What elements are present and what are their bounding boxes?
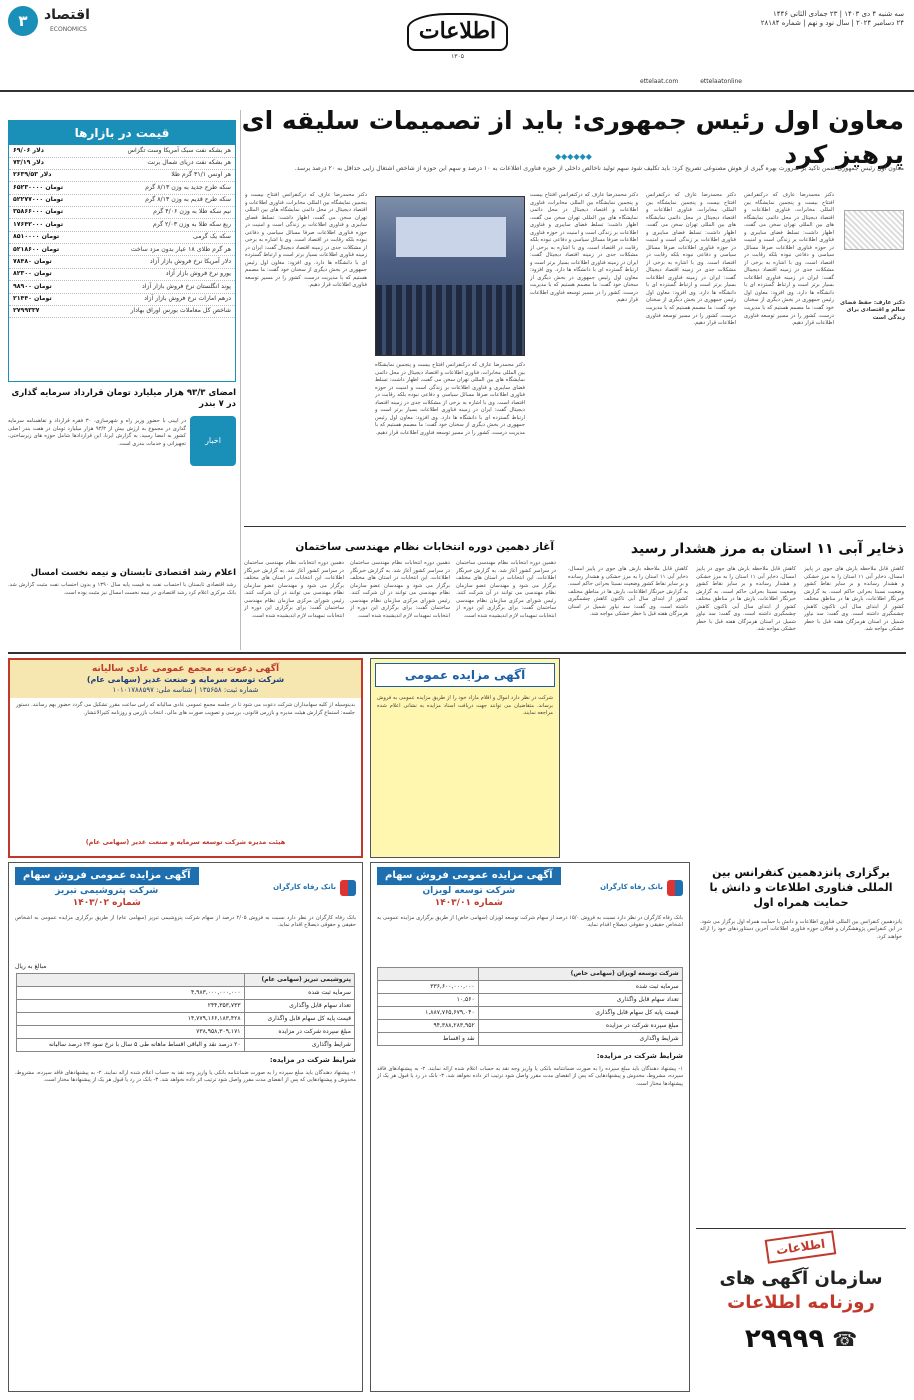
- bank-name: بانک رفاه کارگران: [273, 883, 336, 892]
- table-cell-value: ۳۳۶,۶۰۰,۰۰۰,۰۰۰: [378, 980, 478, 993]
- price-row: [9, 195, 235, 207]
- table-row: [17, 1013, 355, 1026]
- ad-auction-title: آگهی مزایده عمومی: [375, 663, 555, 687]
- masthead: [395, 2, 520, 72]
- column-divider: [240, 110, 241, 650]
- lead-body-col-3: دکتر محمدرضا عارف که درکنفرانس افتتاح بیست و پنجمین نمایشگاه بین المللی مخابرات، فناوری اطلاعات و اقتصاد دیجیتال در محل دائمی نمایشگاه های بین المللی تهران سخن می گفت، اظهار داشت: تسلط فضای سایبری و فناوری اطلاعات بر زندگی است و امنیت در حوزه فناوری اطلاعات صرفا مسائل سیاسی و دفاعی نبوده بلکه رقابت در اقتصاد است. وی با اشاره به برخی از مشکلات جدی در زمینه اقتصاد دیجیتال گفت: ایران در زمینه فناوری اطلاعات بسیار برتر است و ارتباط گسترده ای با دانشگاه ها دارد. وی افزود: معاون اول رئیس جمهوری در بخش دیگری از سخنان خود گفت: ما مصمم هستیم که با مدیریت درست، کشور را در مسیر توسعه فناوری اطلاعات قرار دهیم.: [530, 192, 638, 304]
- ad-share-sale-1-intro: بانک رفاه کارگران در نظر دارد نسبت به فروش ۱۵/۰ درصد از سهام شرکت توسعه لویزان (سهامی خاص) از طریق برگزاری مزایده عمومی به اشخاص حقیقی و حقوقی ذیصلاح اقدام نماید.: [377, 914, 683, 929]
- bank-brand: [273, 880, 356, 896]
- photo-caption: دکتر عارف: حفظ فضای سالم و اقتصادی برای زندگی است: [840, 300, 905, 321]
- ad-org-phone[interactable]: ۲۹۹۹۹: [744, 1323, 825, 1354]
- masthead-logo: اطلاعات: [407, 13, 508, 51]
- table-cell-value: ۲۴۴,۳۵۳,۷۳۳: [17, 1000, 244, 1013]
- lead-body-col-4: دکتر محمدرضا عارف که درکنفرانس افتتاح بیست و پنجمین نمایشگاه بین المللی مخابرات، فناوری اطلاعات و اقتصاد دیجیتال در محل دائمی نمایشگاه های بین المللی تهران سخن می گفت، اظهار داشت: تسلط فضای سایبری و فناوری اطلاعات بر زندگی است و امنیت در حوزه فناوری اطلاعات صرفا مسائل سیاسی و دفاعی نبوده بلکه رقابت در اقتصاد است. وی با اشاره به برخی از مشکلات جدی در زمینه اقتصاد دیجیتال گفت: ایران در زمینه فناوری اطلاعات بسیار برتر است و ارتباط گسترده ای با دانشگاه ها دارد. وی افزود: معاون اول رئیس جمهوری در بخش دیگری از سخنان خود گفت: ما مصمم هستیم که با مدیریت درست، کشور را در مسیر توسعه فناوری اطلاعات قرار دهیم.: [375, 362, 525, 436]
- ad-share-sale-1-company: شرکت توسعه لویزان: [422, 885, 516, 896]
- table-cell-label: سرمایه ثبت شده: [244, 986, 354, 999]
- news-badge-label: اخبار: [205, 435, 221, 445]
- table-cell-value: ۷۳۸,۹۵۸,۳۰۹,۱۷۱: [17, 1026, 244, 1039]
- ad-share-sale-2-conditions-title: شرایط شرکت در مزایده:: [269, 1056, 356, 1065]
- table-row: [17, 1000, 355, 1013]
- price-row: [9, 281, 235, 293]
- table-cell-value: ۱,۸۸۷,۷۶۵,۶۷۹,۰۴۰: [378, 1007, 478, 1020]
- news-badge: [190, 416, 236, 466]
- ad-conference-title: برگزاری پانزدهمین کنفرانس بین المللی فناوری اطلاعات و دانش با حمایت همراه اول: [709, 866, 893, 909]
- side-story-1-body: در آیینی با حضور وزیر راه و شهرسازی، ۳۰ فقره قرارداد و تفاهمنامه سرمایه گذاری در مجموع به ارزش بیش از ۹۳/۳ هزار میلیارد تومان در هفت بندر اصلی کشور به امضا رسید. به گزارش ایرنا، این قراردادها شامل حوزه های زیرساختی، تجهیزاتی و خدمات بندری است.: [8, 418, 186, 447]
- price-value: ۶۹/۰۶ دلار: [13, 146, 44, 154]
- section-divider: [244, 526, 906, 527]
- engineering-story-title: آغاز دهمین دوره انتخابات نظام مهندسی ساختمان: [295, 541, 554, 553]
- price-row: [9, 232, 235, 244]
- price-row: [9, 269, 235, 281]
- price-row: [9, 219, 235, 231]
- price-value: ۳۵۸۶۶۰۰۰ تومان: [13, 208, 64, 216]
- engineering-story-col-3: دهمین دوره انتخابات نظام مهندسی ساختمان در سراسر کشور آغاز شد. به گزارش خبرنگار اطلاعات، این انتخابات در استان های مختلف برگزار می شود و مهندسان عضو سازمان نظام مهندسی می توانند در آن شرکت کنند. رئیس شورای مرکزی سازمان نظام مهندسی ساختمان گفت: برای برگزاری این دوره از انتخابات تمهیدات لازم اندیشیده شده است.: [456, 560, 556, 619]
- price-value: ۷۸۴۸۰ تومان: [13, 257, 52, 265]
- site-link[interactable]: ettelaat.com: [640, 78, 679, 85]
- social-links: [640, 78, 742, 86]
- dateline: [604, 10, 904, 29]
- table-cell-value: نقد و اقساط: [378, 1033, 478, 1046]
- table-row: [17, 986, 355, 999]
- page-number: ۳: [8, 6, 38, 36]
- ad-org: [696, 1228, 906, 1392]
- lead-photo: [375, 196, 525, 356]
- share-table-2-unit: مبالغ به ریال: [15, 962, 47, 970]
- table-cell-label: شرایط واگذاری: [244, 1039, 354, 1052]
- price-value: ۵۲۲۷۷۰۰۰ تومان: [13, 196, 64, 204]
- page-header: [0, 0, 914, 92]
- water-story-col-3: کاهش قابل ملاحظه بارش های جوی در پاییز امسال، ذخایر آبی ۱۱ استان را به مرز خشکی و هشدار رسانده و بر سایر نقاط کشور وضعیت نسبتا بحرانی حاکم است. به گزارش خبرنگار اطلاعات، بارش ها در مناطق مختلف کشور از ابتدای سال آبی تاکنون کاهش چشمگیری داشته است. وی گفت: سد نیاور شمیل در استان هرمزگان هفته قبل با خطر خشکی مواجه شد.: [568, 566, 688, 618]
- table-cell-label: شرایط واگذاری: [478, 1033, 682, 1046]
- table-cell-label: سرمایه ثبت شده: [478, 980, 682, 993]
- author-photo: [844, 210, 904, 250]
- table-cell-label: تعداد سهام قابل واگذاری: [478, 993, 682, 1006]
- price-row: [9, 158, 235, 170]
- price-label: سکه طرح جدید به وزن ۸/۱۳ گرم: [145, 183, 231, 191]
- table-row: [378, 1020, 682, 1033]
- ad-share-sale-2-company: شرکت پتروشیمی تبریز: [55, 885, 159, 896]
- table-cell-label: تعداد سهام قابل واگذاری: [244, 1000, 354, 1013]
- ad-share-sale-2-intro: بانک رفاه کارگران در نظر دارد نسبت به فروش ۲/۰۵ درصد از سهام شرکت پتروشیمی تبریز (سهامی عام) از طریق برگزاری مزایده عمومی به اشخاص حقیقی و حقوقی ذیصلاح اقدام نماید.: [15, 914, 356, 929]
- water-story-title: ذخایر آبی ۱۱ استان به مرز هشدار رسید: [630, 541, 904, 557]
- table-cell-label: قیمت پایه کل سهام قابل واگذاری: [244, 1013, 354, 1026]
- price-row: [9, 207, 235, 219]
- ad-org-title-1: سازمان آگهی های: [719, 1268, 883, 1290]
- price-label: سکه یک گرمی: [193, 233, 231, 241]
- lead-headline: معاون اول رئیس جمهوری: باید از تصمیمات سلیقه ای پرهیز کرد: [241, 106, 904, 169]
- ad-share-sale-2-number: شماره ۱۴۰۳/۰۲: [72, 897, 141, 908]
- ornament-icon: ◆◆◆◆◆◆: [555, 152, 592, 161]
- table-cell-value: ۱۰,۵۶۰: [378, 993, 478, 1006]
- price-row: [9, 306, 235, 318]
- price-value: ۶۵۲۳۰۰۰۰ تومان: [13, 183, 64, 191]
- ad-assembly-title: آگهی دعوت به مجمع عمومی عادی سالیانه: [91, 664, 280, 674]
- price-value: ۹۸۹۰۰ تومان: [13, 282, 52, 290]
- price-label: درهم امارات نرخ فروش بازار آزاد: [144, 295, 231, 302]
- dateline-1: سه شنبه ۴ دی ۱۴۰۳ | ۲۳ جمادی الثانی ۱۴۴۶: [772, 10, 904, 18]
- masthead-year: ۱۳۰۵: [451, 52, 464, 60]
- price-label: هر اونس ۳۱/۱ گرم طلا: [171, 171, 231, 179]
- share-table-2-head: پتروشیمی تبریز (سهامی عام): [244, 973, 354, 986]
- section-title: اقتصاد: [44, 7, 90, 23]
- table-row: [17, 1039, 355, 1052]
- price-label: پوند انگلستان نرخ فروش بازار آزاد: [142, 282, 231, 290]
- bank-name: بانک رفاه کارگران: [600, 883, 663, 892]
- ad-conference: [696, 862, 906, 1222]
- ad-share-sale-2-conditions: ۱- پیشنهاد دهندگان باید مبلغ سپرده را به صورت ضمانتنامه بانکی یا واریز وجه نقد به حساب اعلام شده ارائه نمایند. ۲- به پیشنهادهای فاقد سپرده، مشروط، مخدوش و پیشنهادهایی که پس از انقضای مدت مقرر واصل شود ترتیب اثر داده نخواهد شد. ۳- بانک در رد یا قبول هر یک از پیشنهادها مختار است.: [15, 1069, 357, 1084]
- price-label: هر گرم طلای ۱۸ عیار بدون مزد ساخت: [130, 245, 231, 253]
- price-label: یورو نرخ فروش بازار آزاد: [165, 270, 231, 278]
- table-row: [378, 1033, 682, 1046]
- price-label: شاخص کل معاملات بورس اوراق بهادار: [130, 307, 231, 315]
- price-row: [9, 170, 235, 182]
- lead-subtitle: معاون اول رئیس جمهوری ضمن تاکید بر ضرورت بهره گیری از هوش مصنوعی تصریح کرد: باید تکلیف شود سهم تولید ناخالص داخلی از حوزه فناوری اطلاعات به ۱۰ درصد و سهم این حوزه از شاخص اشتغال زایی حداقل به ۲۰ درصد برسد.: [294, 165, 904, 172]
- ad-assembly-company: شرکت توسعه سرمایه و صنعت غدیر (سهامی عام): [86, 675, 285, 685]
- price-label: نیم سکه طلا به وزن ۴/۰۶ گرم: [153, 208, 231, 216]
- price-value: ۲۱۴۴۰ تومان: [13, 295, 52, 302]
- price-label: دلار آمریکا نرخ فروش بازار آزاد: [149, 257, 231, 265]
- market-prices-box: [8, 120, 236, 382]
- price-row: [9, 256, 235, 268]
- water-story-col-1: کاهش قابل ملاحظه بارش های جوی در پاییز امسال، ذخایر آبی ۱۱ استان را به مرز خشکی و هشدار رسانده و بر سایر نقاط کشور وضعیت نسبتا بحرانی حاکم است. به گزارش خبرنگار اطلاعات، بارش ها در مناطق مختلف کشور از ابتدای سال آبی تاکنون کاهش چشمگیری داشته است. وی گفت: سد نیاور شمیل در استان هرمزگان هفته قبل با خطر خشکی مواجه شد.: [804, 566, 904, 633]
- price-label: سکه طرح قدیم به وزن ۸/۱۳ گرم: [145, 196, 231, 204]
- ad-assembly-signoff: هیئت مدیره شرکت توسعه سرمایه و صنعت غدیر (سهامی عام): [85, 838, 286, 847]
- lead-body-col-1: دکتر محمدرضا عارف که درکنفرانس افتتاح بیست و پنجمین نمایشگاه بین المللی مخابرات، فناوری اطلاعات و اقتصاد دیجیتال در محل دائمی نمایشگاه های بین المللی تهران سخن می گفت، اظهار داشت: تسلط فضای سایبری و فناوری اطلاعات بر زندگی است و امنیت در حوزه فناوری اطلاعات صرفا مسائل سیاسی و دفاعی نبوده بلکه رقابت در اقتصاد است. وی با اشاره به برخی از مشکلات جدی در زمینه اقتصاد دیجیتال گفت: ایران در زمینه فناوری اطلاعات بسیار برتر است و ارتباط گسترده ای با دانشگاه ها دارد. وی افزود: معاون اول رئیس جمهوری در بخش دیگری از سخنان خود گفت: ما مصمم هستیم که با مدیریت درست، کشور را در مسیر توسعه فناوری اطلاعات قرار دهیم.: [744, 192, 834, 327]
- bank-logo-icon: [667, 880, 683, 896]
- ad-share-sale-1-conditions-title: شرایط شرکت در مزایده:: [596, 1052, 683, 1061]
- share-table-1-head: شرکت توسعه لویزان (سهامی خاص): [478, 967, 682, 980]
- table-cell-value: ۱۴,۷۷۹,۱۶۶,۱۸۳,۴۲۸: [17, 1013, 244, 1026]
- ad-share-sale-1-conditions: ۱- پیشنهاد دهندگان باید مبلغ سپرده را به صورت ضمانتنامه بانکی یا واریز وجه نقد به حساب اعلام شده ارائه نمایند. ۲- به پیشنهادهای فاقد سپرده، مشروط، مخدوش و پیشنهادهایی که پس از انقضای مدت مقرر واصل شود ترتیب اثر داده نخواهد شد. ۳- بانک در رد یا قبول هر یک از پیشنهادها مختار است.: [377, 1065, 683, 1087]
- share-table-2: [16, 973, 355, 1053]
- engineering-story-col-1: دهمین دوره انتخابات نظام مهندسی ساختمان در سراسر کشور آغاز شد. به گزارش خبرنگار اطلاعات، این انتخابات در استان های مختلف برگزار می شود و مهندسان عضو سازمان نظام مهندسی می توانند در آن شرکت کنند. رئیس شورای مرکزی سازمان نظام مهندسی ساختمان گفت: برای برگزاری این دوره از انتخابات تمهیدات لازم اندیشیده شده است.: [244, 560, 344, 619]
- phone-icon: ☎: [832, 1326, 858, 1351]
- side-story-2-body: رشد اقتصادی تابستان با احتساب نفت به قیمت پایه سال ۱۳۹۰ و بدون احتساب نفت مثبت گزارش شد. بانک مرکزی اعلام کرد رشد اقتصادی در نیمه نخست امسال نیز مثبت بوده است.: [8, 582, 236, 596]
- ad-share-sale-tabriz: [8, 862, 363, 1392]
- table-row: [378, 1007, 682, 1020]
- ad-org-title-2: روزنامه اطلاعات: [727, 1292, 875, 1314]
- ad-org-logo: اطلاعات: [765, 1230, 837, 1264]
- ads-divider: [8, 652, 906, 654]
- price-row: [9, 145, 235, 157]
- price-row: [9, 244, 235, 256]
- price-row: [9, 182, 235, 194]
- price-value: ۱۷۶۴۲۰۰۰ تومان: [13, 220, 64, 228]
- lead-body-col-2: دکتر محمدرضا عارف که درکنفرانس افتتاح بیست و پنجمین نمایشگاه بین المللی مخابرات، فناوری اطلاعات و اقتصاد دیجیتال در محل دائمی نمایشگاه های بین المللی تهران سخن می گفت، اظهار داشت: تسلط فضای سایبری و فناوری اطلاعات بر زندگی است و امنیت در حوزه فناوری اطلاعات صرفا مسائل سیاسی و دفاعی نبوده بلکه رقابت در اقتصاد است. وی با اشاره به برخی از مشکلات جدی در زمینه اقتصاد دیجیتال گفت: ایران در زمینه فناوری اطلاعات بسیار برتر است و ارتباط گسترده ای با دانشگاه ها دارد. وی افزود: معاون اول رئیس جمهوری در بخش دیگری از سخنان خود گفت: ما مصمم هستیم که با مدیریت درست، کشور را در مسیر توسعه فناوری اطلاعات قرار دهیم.: [646, 192, 736, 327]
- price-value: ۸۵۱۰۰۰۰ تومان: [13, 233, 60, 241]
- ad-conference-body: پانزدهمین کنفرانس بین المللی فناوری اطلاعات و دانش با حمایت همراه اول برگزار می شود. در این کنفرانس پژوهشگران و فعالان حوزه فناوری اطلاعات آخرین دستاوردهای خود را ارائه خواهند کرد.: [700, 918, 902, 940]
- ad-share-sale-1-title: آگهی مزایده عمومی فروش سهام: [377, 867, 561, 885]
- price-value: ۵۲۱۸۶۰۰ تومان: [13, 245, 60, 253]
- table-cell-label: مبلغ سپرده شرکت در مزایده: [478, 1020, 682, 1033]
- price-label: هر بشکه نفت سبک آمریکا وست تگزاس: [127, 146, 231, 154]
- ad-assembly: [8, 658, 363, 858]
- table-row: [378, 993, 682, 1006]
- bank-brand: [600, 880, 683, 896]
- table-cell-value: ۹۴,۳۸۸,۲۸۳,۹۵۲: [378, 1020, 478, 1033]
- price-row: [9, 294, 235, 306]
- water-story-col-2: کاهش قابل ملاحظه بارش های جوی در پاییز امسال، ذخایر آبی ۱۱ استان را به مرز خشکی و هشدار رسانده و بر سایر نقاط کشور وضعیت نسبتا بحرانی حاکم است. به گزارش خبرنگار اطلاعات، بارش ها در مناطق مختلف کشور از ابتدای سال آبی تاکنون کاهش چشمگیری داشته است. وی گفت: سد نیاور شمیل در استان هرمزگان هفته قبل با خطر خشکی مواجه شد.: [696, 566, 796, 633]
- side-story-1-title: امضای ۹۳/۳ هزار میلیارد تومان قرارداد سرمایه گذاری در ۷ بندر: [11, 388, 236, 410]
- market-prices-title: قیمت در بازارها: [9, 121, 235, 145]
- ad-assembly-body: بدینوسیله از کلیه سهامداران شرکت دعوت می شود تا در جلسه مجمع عمومی عادی سالیانه که راس ساعت مقرر تشکیل می گردد حضور بهم رسانند. دستور جلسه: استماع گزارش هیئت مدیره و بازرس قانونی، بررسی و تصویب صورت های مالی، انتخاب بازرس و روزنامه کثیرالانتشار.: [16, 702, 355, 716]
- price-value: ۸۲۳۰۰ تومان: [13, 270, 52, 278]
- lead-body-col-5: دکتر محمدرضا عارف که درکنفرانس افتتاح بیست و پنجمین نمایشگاه بین المللی مخابرات، فناوری اطلاعات و اقتصاد دیجیتال در محل دائمی نمایشگاه های بین المللی تهران سخن می گفت، اظهار داشت: تسلط فضای سایبری و فناوری اطلاعات بر زندگی است و امنیت در حوزه فناوری اطلاعات صرفا مسائل سیاسی و دفاعی نبوده بلکه رقابت در اقتصاد است. وی با اشاره به برخی از مشکلات جدی در زمینه اقتصاد دیجیتال گفت: ایران در زمینه فناوری اطلاعات بسیار برتر است و ارتباط گسترده ای با دانشگاه ها دارد. وی افزود: معاون اول رئیس جمهوری در بخش دیگری از سخنان خود گفت: ما مصمم هستیم که با مدیریت درست، کشور را در مسیر توسعه فناوری اطلاعات قرار دهیم.: [245, 192, 367, 289]
- ad-auction: [370, 658, 560, 858]
- ad-share-sale-lavizan: [370, 862, 690, 1392]
- ad-assembly-reg: شماره ثبت: ۱۳۵۶۵۸ | شناسه ملی: ۱۰۱۰۱۷۸۸۵۹۷: [112, 685, 259, 694]
- ad-share-sale-2-title: آگهی مزایده عمومی فروش سهام: [15, 867, 199, 885]
- price-value: ۲۶۳۹/۵۳ دلار: [13, 171, 52, 179]
- social-handle[interactable]: ettelaatonline: [700, 78, 742, 85]
- price-label: هر بشکه نفت دریای شمال برنت: [147, 159, 231, 167]
- section-title-en: ECONOMICS: [50, 26, 87, 33]
- table-cell-value: ۴,۹۸۳,۰۰۰,۰۰۰,۰۰۰: [17, 986, 244, 999]
- price-value: ۲۷۹۹۳۳۷: [13, 307, 40, 315]
- share-table-1: [377, 967, 682, 1047]
- table-cell-value: ۲۰ درصد نقد و الباقی اقساط ماهانه طی ۵ سال با نرخ سود ۲۳ درصد سالیانه: [17, 1039, 244, 1052]
- price-label: ربع سکه طلا به وزن ۲/۰۳ گرم: [152, 220, 231, 228]
- bank-logo-icon: [340, 880, 356, 896]
- table-cell-label: مبلغ سپرده شرکت در مزایده: [244, 1026, 354, 1039]
- table-cell-label: قیمت پایه کل سهام قابل واگذاری: [478, 1007, 682, 1020]
- engineering-story-col-2: دهمین دوره انتخابات نظام مهندسی ساختمان در سراسر کشور آغاز شد. به گزارش خبرنگار اطلاعات، این انتخابات در استان های مختلف برگزار می شود و مهندسان عضو سازمان نظام مهندسی می توانند در آن شرکت کنند. رئیس شورای مرکزی سازمان نظام مهندسی ساختمان گفت: برای برگزاری این دوره از انتخابات تمهیدات لازم اندیشیده شده است.: [350, 560, 450, 619]
- table-row: [378, 980, 682, 993]
- price-list: [9, 145, 235, 318]
- side-story-2-title: اعلام رشد اقتصادی تابستان و نیمه نخست امسال: [30, 568, 236, 578]
- price-value: ۷۳/۱۹ دلار: [13, 159, 44, 167]
- dateline-2: ۲۴ دسامبر ۲۰۲۴ | سال نود و نهم | شماره ۲۸۱۸۴: [760, 19, 904, 28]
- table-row: [17, 1026, 355, 1039]
- ad-share-sale-1-number: شماره ۱۴۰۳/۰۱: [434, 897, 503, 908]
- ad-auction-body: شرکت در نظر دارد اموال و اقلام مازاد خود را از طریق مزایده عمومی به فروش برساند. متقاضیان می توانند جهت دریافت اسناد مزایده به نشانی اعلام شده مراجعه نمایند.: [377, 695, 553, 717]
